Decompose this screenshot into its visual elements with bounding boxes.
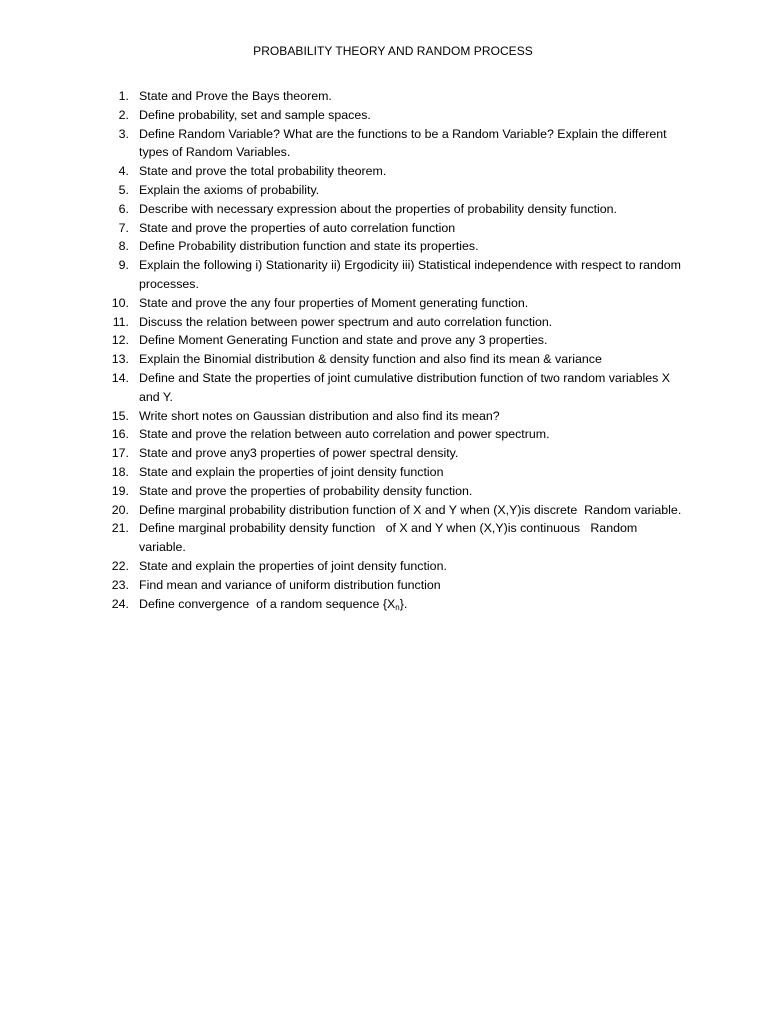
question-item (108, 87, 683, 106)
question-text: Define Moment Generating Function and state and prove any 3 properties. (139, 333, 548, 348)
question-item (108, 331, 683, 350)
question-number: 5. (118, 182, 129, 197)
question-number: 19. (111, 483, 129, 498)
question-text: State and prove the properties of probability density function. (139, 483, 473, 498)
question-item (108, 200, 683, 219)
question-text: Discuss the relation between power spectrum and auto correlation function. (139, 314, 553, 329)
question-text: Find mean and variance of uniform distribution function (139, 577, 441, 592)
question-text-part: }. (399, 596, 408, 611)
question-text: Define and State the properties of joint cumulative distribution function of two random variables X and Y. (139, 370, 674, 404)
question-item (108, 407, 683, 426)
question-number: 9. (118, 258, 129, 273)
question-number: 4. (118, 164, 129, 179)
question-item (108, 237, 683, 256)
question-list (108, 87, 683, 617)
question-text (139, 595, 683, 618)
question-text: State and prove the relation between auto correlation and power spectrum. (139, 427, 550, 442)
question-item (108, 444, 683, 463)
question-number: 6. (118, 201, 129, 216)
question-item (108, 219, 683, 238)
question-item (108, 313, 683, 332)
question-number: 2. (118, 107, 129, 122)
question-number: 13. (111, 352, 129, 367)
question-text: State and prove the any four properties of Moment generating function. (139, 295, 529, 310)
question-number: 16. (111, 427, 129, 442)
question-number: 14. (111, 370, 129, 385)
question-item (108, 463, 683, 482)
question-item (108, 181, 683, 200)
question-number: 20. (111, 502, 129, 517)
question-item (108, 482, 683, 501)
question-number: 15. (111, 408, 129, 423)
question-number: 7. (118, 220, 129, 235)
question-number: 18. (111, 464, 129, 479)
question-item (108, 294, 683, 313)
question-text: Define Random Variable? What are the functions to be a Random Variable? Explain the different types of Random Variables. (139, 126, 671, 160)
question-item (108, 125, 683, 163)
question-text: State and prove the total probability theorem. (139, 164, 387, 179)
question-number: 3. (118, 126, 129, 141)
question-text: State and explain the properties of joint density function. (139, 558, 447, 573)
question-number: 21. (111, 521, 129, 536)
question-number: 17. (111, 446, 129, 461)
question-text-part: Define convergence of a random sequence {X (139, 596, 396, 611)
question-text: Describe with necessary expression about the properties of probability density function. (139, 201, 617, 216)
question-text: State and Prove the Bays theorem. (139, 89, 332, 103)
question-item (108, 595, 683, 618)
question-item (108, 256, 683, 294)
question-text: Define probability, set and sample spaces. (139, 107, 371, 122)
question-number: 24. (111, 596, 129, 611)
subscript-n: n (395, 602, 400, 612)
document-title: PROBABILITY THEORY AND RANDOM PROCESS (253, 44, 533, 58)
question-number: 23. (111, 577, 129, 592)
question-item (108, 350, 683, 369)
question-item (108, 501, 683, 520)
question-text: Define Probability distribution function and state its properties. (139, 239, 479, 254)
question-item (108, 425, 683, 444)
question-number: 22. (111, 558, 129, 573)
question-text: Explain the following i) Stationarity ii) Ergodicity iii) Statistical independence with respect to random processes. (139, 258, 685, 291)
question-number: 8. (118, 239, 129, 254)
question-item (108, 519, 683, 557)
question-number: 10. (111, 295, 129, 310)
question-text: Explain the axioms of probability. (139, 182, 320, 197)
question-text: Define marginal probability density function of X and Y when (X,Y)is continuous Random variable. (139, 521, 641, 555)
question-text: State and explain the properties of joint density function (139, 464, 444, 479)
question-text: State and prove the properties of auto correlation function (139, 220, 456, 235)
question-text: State and prove any3 properties of power spectral density. (139, 446, 459, 461)
question-item (108, 106, 683, 125)
question-text: Explain the Binomial distribution & density function and also find its mean & variance (139, 352, 602, 367)
question-number: 11. (112, 314, 129, 329)
question-item (108, 162, 683, 181)
question-text: Define marginal probability distribution function of X and Y when (X,Y)is discrete Random variable. (139, 502, 682, 517)
question-text: Write short notes on Gaussian distribution and also find its mean? (139, 408, 500, 423)
question-item (108, 576, 683, 595)
question-item (108, 557, 683, 576)
question-number: 1. (118, 89, 129, 103)
question-number: 12. (111, 333, 129, 348)
question-item (108, 369, 683, 407)
